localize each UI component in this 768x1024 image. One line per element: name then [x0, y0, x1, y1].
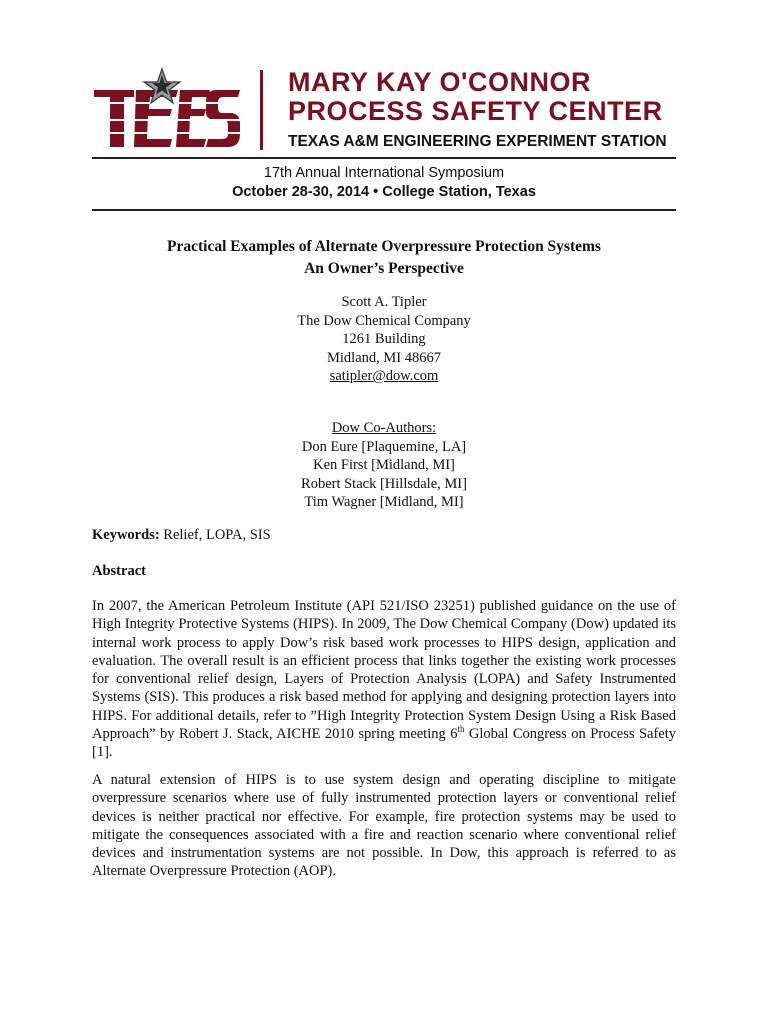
- abstract-p1-tail: Global Congress on Process Safety [1].: [92, 726, 677, 761]
- symposium-date-location: October 28-30, 2014 • College Station, Texas: [232, 184, 536, 200]
- author-block: [92, 293, 676, 386]
- symposium-header: [92, 64, 676, 156]
- abstract-heading: Abstract: [92, 563, 146, 579]
- abstract-paragraph-1: [92, 597, 676, 762]
- header-rule-top: [92, 157, 676, 159]
- keywords-value: Relief, LOPA, SIS: [163, 527, 271, 543]
- abstract-p1-text: In 2007, the American Petroleum Institute (API 521/ISO 23251) published guidance on the use of High Integrity Protective Systems (HIPS). In 2009, The Dow Chemical Company (Dow) updated its internal work process to apply Dow’s risk based work processes to HIPS design, application and evaluation. The overall result is an efficient process that links together the existing work processes for conventional relief design, Layers of Protection Analysis (LOPA) and Safety Instrumented Systems (SIS). This produces a risk based method for applying and designing protection layers into HIPS. For additional details, refer to ”High Integrity Protection System Design Using a Risk Based Approach” by Robert J. Stack, AICHE 2010 spring meeting 6: [92, 598, 676, 743]
- author-email-link[interactable]: satipler@dow.com: [329, 368, 439, 384]
- header-rule-bottom: [92, 209, 676, 211]
- coauthors-heading: Dow Co-Authors:: [331, 420, 437, 436]
- coauthor-item: Ken First [Midland, MI]: [313, 457, 455, 473]
- author-name: Scott A. Tipler: [341, 294, 427, 310]
- author-company: The Dow Chemical Company: [297, 312, 471, 329]
- author-building: 1261 Building: [342, 331, 426, 347]
- paper-title-line1: Practical Examples of Alternate Overpressure Protection Systems: [167, 238, 601, 255]
- coauthor-item: Tim Wagner [Midland, MI]: [304, 494, 464, 510]
- keywords-line: [92, 526, 271, 544]
- tees-logo: [92, 64, 242, 156]
- symposium-title: 17th Annual International Symposium: [263, 165, 505, 181]
- center-name-line2: PROCESS SAFETY CENTER: [288, 96, 663, 126]
- abstract-paragraph-2: A natural extension of HIPS is to use system design and operating discipline to mitigate overpressure scenarios where use of fully instrumented protection layers or conventional relief devices is neither practical nor effective. For example, fire protection systems may be used to mitigate the consequences associated with a fire and reaction scenario where conventional relief devices and instrumentation systems are not possible. In Dow, this approach is referred to as Alternate Overpressure Protection (AOP).: [92, 772, 676, 880]
- paper-title: [92, 236, 676, 280]
- center-subtitle: TEXAS A&M ENGINEERING EXPERIMENT STATION: [288, 133, 667, 150]
- keywords-label: Keywords:: [92, 527, 160, 543]
- abstract-p1-superscript: th: [457, 724, 465, 735]
- paper-title-line2: An Owner’s Perspective: [304, 260, 464, 277]
- header-divider: [260, 70, 263, 150]
- author-city: Midland, MI 48667: [327, 349, 441, 366]
- coauthor-item: Robert Stack [Hillsdale, MI]: [301, 475, 467, 492]
- center-name-block: [288, 68, 678, 152]
- coauthors-block: [92, 419, 676, 512]
- coauthor-item: Don Eure [Plaquemine, LA]: [301, 438, 467, 455]
- center-name-line1: MARY KAY O'CONNOR: [288, 67, 591, 97]
